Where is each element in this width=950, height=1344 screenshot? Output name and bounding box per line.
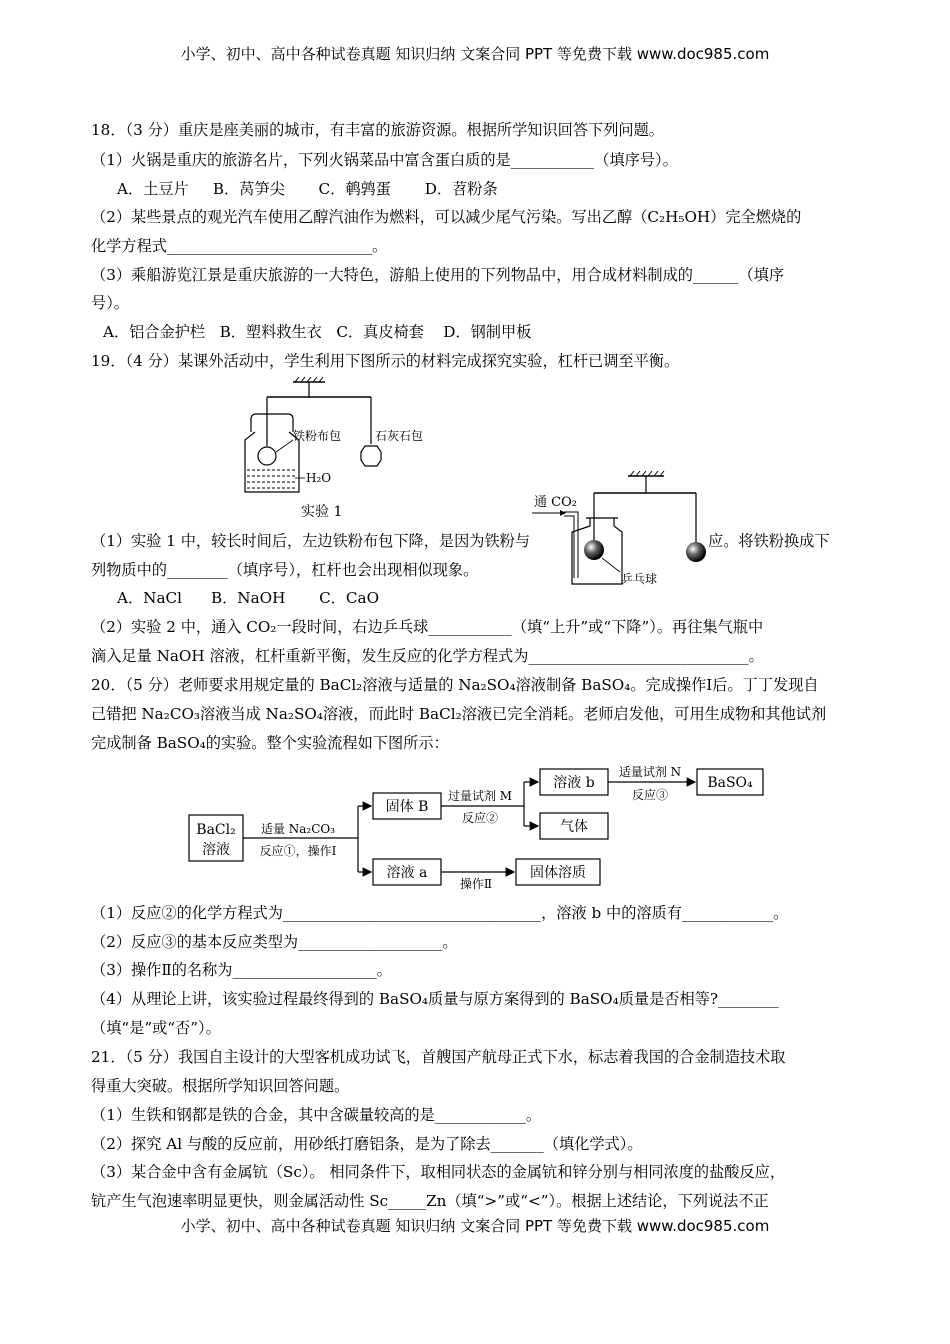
q18-part2-line1: （2）某些景点的观光汽车使用乙醇汽油作为燃料，可以减少尾气污染。写出乙醇（C₂H₅OH）完全燃烧的 [91, 208, 802, 226]
q18-part1: （1）火锅是重庆的旅游名片，下列火锅菜品中富含蛋白质的是___________（填序号）。 [91, 151, 678, 169]
q18-part2-line2: 化学方程式___________________________。 [91, 237, 388, 255]
q21-stem-line2: 得重大突破。根据所学知识回答问题。 [91, 1077, 350, 1095]
q21-part3-line1: （3）某合金中含有金属钪（Sc）。 相同条件下，取相同状态的金属钪和锌分别与相同浓度的盐酸反应， [91, 1163, 786, 1181]
q20-stem-line1: 20．（5 分）老师要求用规定量的 BaCl₂溶液与适量的 Na₂SO₄溶液制备 BaSO₄。完成操作Ⅰ后。丁丁发现自 [91, 676, 819, 694]
flow-arrow1-top: 适量 Na₂CO₃ [260, 822, 336, 836]
q19-part1-options: A．NaCl B．NaOH C．CaO [117, 589, 380, 607]
flow-solid-b: 固体 B [385, 799, 429, 815]
water-label: H₂O [306, 471, 332, 485]
q19-stem: 19．（4 分）某课外活动中，学生利用下图所示的材料完成探究实验，杠杆已调至平衡。 [91, 352, 680, 370]
flow-arrow2-bottom: 反应② [461, 811, 499, 825]
q20-stem-line2: 己错把 Na₂CO₃溶液当成 Na₂SO₄溶液，而此时 BaCl₂溶液已完全消耗。老师启发他，可用生成物和其他试剂 [91, 705, 827, 723]
flow-start-line2: 溶液 [202, 842, 230, 858]
flow-arrow2-top: 过量试剂 M [447, 789, 513, 803]
experiment-2-figure [528, 468, 758, 588]
q18-stem: 18．（3 分）重庆是座美丽的城市，有丰富的旅游资源。根据所学知识回答下列问题。 [91, 121, 664, 139]
q20-part4-line1: （4）从理论上讲，该实验过程最终得到的 BaSO₄质量与原方案得到的 BaSO₄质量是否相等?________ [91, 990, 779, 1008]
flow-solid-solute: 固体溶质 [530, 865, 586, 881]
q19-part1-line1-end: 应。将铁粉换成下 [708, 532, 830, 550]
flow-arrow3-top: 适量试剂 N [618, 765, 682, 779]
flow-solution-b: 溶液 b [553, 775, 595, 791]
q19-part2-line2: 滴入足量 NaOH 溶液，杠杆重新平衡，发生反应的化学方程式为_____________________________。 [91, 647, 764, 665]
flow-arrow1-bottom: 反应①，操作Ⅰ [259, 844, 337, 858]
flow-product: BaSO₄ [707, 775, 753, 791]
flow-start-line1: BaCl₂ [196, 822, 236, 838]
flow-gas: 气体 [560, 819, 588, 835]
q21-part2: （2）探究 Al 与酸的反应前，用砂纸打磨铝条，是为了除去_______（填化学式）。 [91, 1135, 643, 1153]
q19-part2-line1: （2）实验 2 中，通入 CO₂一段时间，右边乒乓球___________（填“上升”或“下降”）。再往集气瓶中 [91, 618, 764, 636]
q19-part1-line1: （1）实验 1 中，较长时间后，左边铁粉布包下降，是因为铁粉与 [91, 532, 531, 550]
co2-inlet-label: 通 CO₂ [534, 495, 577, 510]
q20-flowchart [180, 760, 780, 900]
q21-stem-line1: 21．（5 分）我国自主设计的大型客机成功试飞，首艘国产航母正式下水，标志着我国的合金制造技术取 [91, 1048, 786, 1066]
q21-part3-line2: 钪产生气泡速率明显更快，则金属活动性 Sc_____Zn（填“>”或“<”）。根据上述结论，下列说法不正 [91, 1192, 769, 1210]
flow-solution-a: 溶液 a [386, 865, 428, 881]
flow-arrow3-bottom: 反应③ [631, 788, 669, 802]
q20-part4-line2: （填“是”或“否”）。 [91, 1019, 221, 1037]
page-header: 小学、初中、高中各种试卷真题 知识归纳 文案合同 PPT 等免费下载 www.doc985.com [180, 45, 770, 63]
q20-part2: （2）反应③的基本反应类型为___________________。 [91, 933, 458, 951]
pingpong-label: 乒乓球 [621, 572, 658, 586]
q18-part1-options: A．土豆片 B．莴笋尖 C．鹌鹑蛋 D．苕粉条 [117, 180, 498, 198]
limestone-bag-label: 石灰石包 [375, 429, 424, 443]
q18-part3-line1: （3）乘船游览江景是重庆旅游的一大特色，游船上使用的下列物品中，用合成材料制成的______（填序 [91, 266, 785, 284]
q20-part3: （3）操作Ⅱ的名称为___________________。 [91, 961, 392, 979]
q19-part1-line2: 列物质中的________（填序号），杠杆也会出现相似现象。 [91, 561, 479, 579]
q18-part3-options: A．铝合金护栏 B．塑料救生衣 C．真皮椅套 D．钢制甲板 [103, 323, 532, 341]
iron-bag-label: 铁粉布包 [293, 429, 342, 443]
q20-part1: （1）反应②的化学方程式为__________________________________，溶液 b 中的溶质有____________。 [91, 904, 789, 922]
q21-part1: （1）生铁和钢都是铁的合金，其中含碳量较高的是____________。 [91, 1106, 542, 1124]
flow-arrow4-bottom: 操作Ⅱ [459, 877, 493, 891]
q20-stem-line3: 完成制备 BaSO₄的实验。整个实验流程如下图所示： [91, 734, 449, 752]
experiment-1-figure [235, 374, 455, 524]
q18-part3-line2: 号）。 [91, 294, 129, 312]
page-footer: 小学、初中、高中各种试卷真题 知识归纳 文案合同 PPT 等免费下载 www.doc985.com [180, 1217, 770, 1235]
experiment-1-caption: 实验 1 [301, 504, 343, 520]
